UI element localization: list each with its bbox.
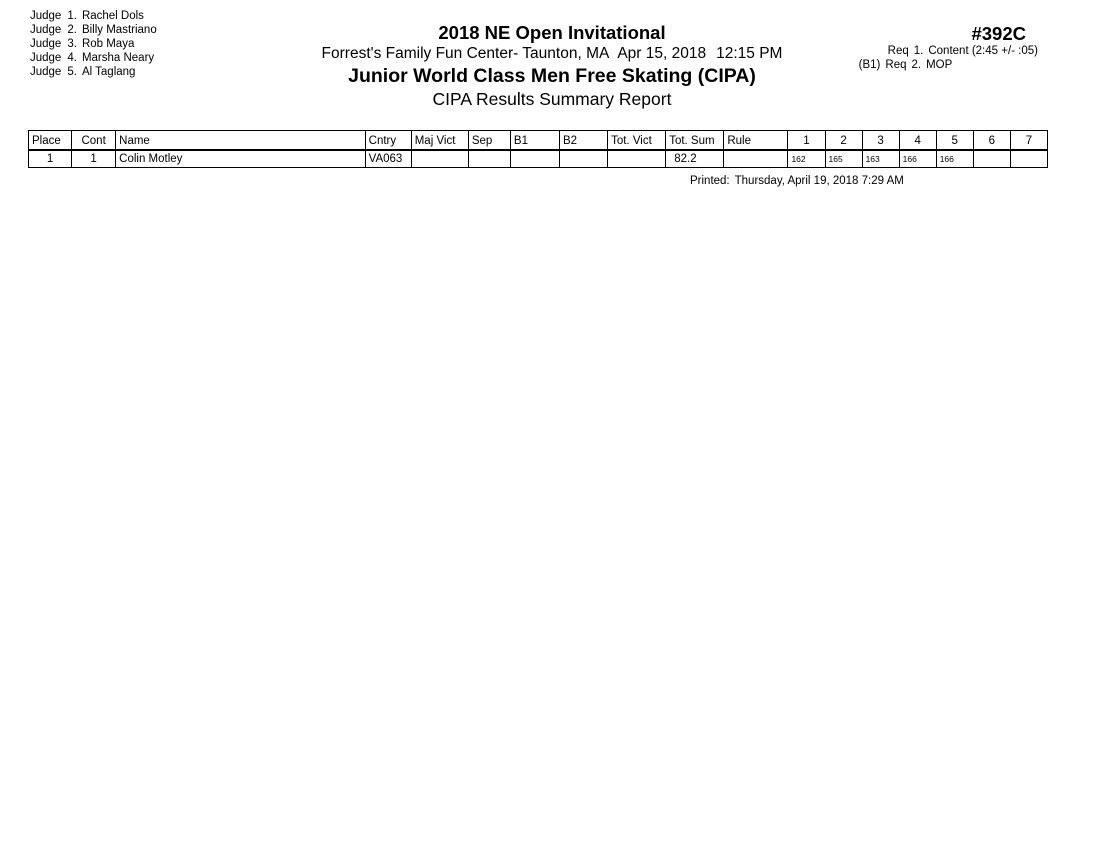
- requirement-label: Req: [887, 45, 909, 57]
- event-time: 12:15 PM: [716, 45, 783, 62]
- column-header-rule: Rule: [724, 131, 788, 151]
- judge-name: Billy Mastriano: [81, 24, 157, 36]
- cell-rule: [724, 150, 788, 168]
- requirement-text: MOP: [926, 59, 953, 71]
- cell-b1: [510, 150, 559, 168]
- printed-label: Printed:: [690, 175, 730, 187]
- column-header-judge-6: 6: [973, 131, 1010, 151]
- table-header-row: [29, 131, 1048, 151]
- judge-label: Judge: [30, 24, 62, 36]
- column-header-place: Place: [29, 131, 72, 151]
- table-row: [29, 150, 1048, 168]
- report-header: [250, 22, 854, 110]
- requirement-row-2: [859, 58, 1038, 72]
- cell-judge-6-score: [973, 150, 1010, 168]
- cell-judge-2-score: 165: [825, 150, 862, 168]
- cell-name: Colin Motley: [116, 150, 365, 168]
- report-title: CIPA Results Summary Report: [432, 89, 672, 109]
- event-title: 2018 NE Open Invitational: [438, 22, 666, 43]
- judge-number: 4.: [67, 52, 77, 64]
- judge-number: 5.: [67, 66, 77, 78]
- column-header-b1: B1: [510, 131, 559, 151]
- printed-timestamp: [690, 174, 904, 188]
- column-header-judge-7: 7: [1010, 131, 1047, 151]
- cell-place: 1: [29, 150, 72, 168]
- cell-cntry: VA063: [365, 150, 411, 168]
- judge-label: Judge: [30, 38, 62, 50]
- cell-sep: [468, 150, 510, 168]
- requirement-number: 1.: [913, 45, 924, 57]
- judge-row-5: [30, 65, 157, 79]
- cell-judge-1-score: 162: [788, 150, 825, 168]
- judge-name: Marsha Neary: [81, 52, 155, 64]
- judges-list: [30, 9, 157, 79]
- requirement-number: 2.: [911, 59, 922, 71]
- results-table: [28, 130, 1048, 168]
- judge-number: 2.: [67, 24, 77, 36]
- column-header-judge-3: 3: [862, 131, 899, 151]
- event-date: Apr 15, 2018: [617, 45, 707, 62]
- requirement-label: Req: [885, 59, 907, 71]
- judge-name: Rachel Dols: [81, 10, 144, 22]
- column-header-name: Name: [116, 131, 365, 151]
- cell-b2: [560, 150, 608, 168]
- column-header-tot-sum: Tot. Sum: [666, 131, 724, 151]
- column-header-cntry: Cntry: [365, 131, 411, 151]
- cell-judge-4-score: 166: [899, 150, 936, 168]
- judge-label: Judge: [30, 66, 62, 78]
- venue-name: Forrest's Family Fun Center- Taunton, MA: [321, 45, 610, 62]
- column-header-sep: Sep: [468, 131, 510, 151]
- judge-number: 3.: [67, 38, 77, 50]
- event-code: #392C: [971, 23, 1026, 44]
- judge-name: Al Taglang: [81, 66, 136, 78]
- cell-judge-3-score: 163: [862, 150, 899, 168]
- judge-name: Rob Maya: [81, 38, 135, 50]
- requirement-text: Content (2:45 +/- :05): [928, 45, 1038, 57]
- column-header-maj-vict: Maj Vict: [411, 131, 468, 151]
- judge-row-3: [30, 37, 157, 51]
- cell-tot-vict: [608, 150, 666, 168]
- column-header-b2: B2: [560, 131, 608, 151]
- cell-tot-sum: 82.2: [666, 150, 724, 168]
- column-header-judge-4: 4: [899, 131, 936, 151]
- column-header-judge-1: 1: [788, 131, 825, 151]
- column-header-judge-5: 5: [936, 131, 973, 151]
- judge-row-4: [30, 51, 157, 65]
- column-header-cont: Cont: [72, 131, 116, 151]
- cell-judge-5-score: 166: [936, 150, 973, 168]
- requirement-row-1: [859, 44, 1038, 58]
- cell-judge-7-score: [1010, 150, 1047, 168]
- venue-line: [250, 44, 854, 64]
- requirement-prefix: (B1): [858, 59, 881, 71]
- competition-title: Junior World Class Men Free Skating (CIPA): [348, 65, 756, 87]
- judge-number: 1.: [67, 10, 77, 22]
- printed-datetime: Thursday, April 19, 2018 7:29 AM: [734, 175, 904, 187]
- judge-label: Judge: [30, 52, 62, 64]
- column-header-tot-vict: Tot. Vict: [608, 131, 666, 151]
- judge-label: Judge: [30, 10, 62, 22]
- cell-cont: 1: [72, 150, 116, 168]
- requirements-list: [859, 44, 1038, 72]
- column-header-judge-2: 2: [825, 131, 862, 151]
- judge-row-1: [30, 9, 157, 23]
- cell-maj-vict: [411, 150, 468, 168]
- judge-row-2: [30, 23, 157, 37]
